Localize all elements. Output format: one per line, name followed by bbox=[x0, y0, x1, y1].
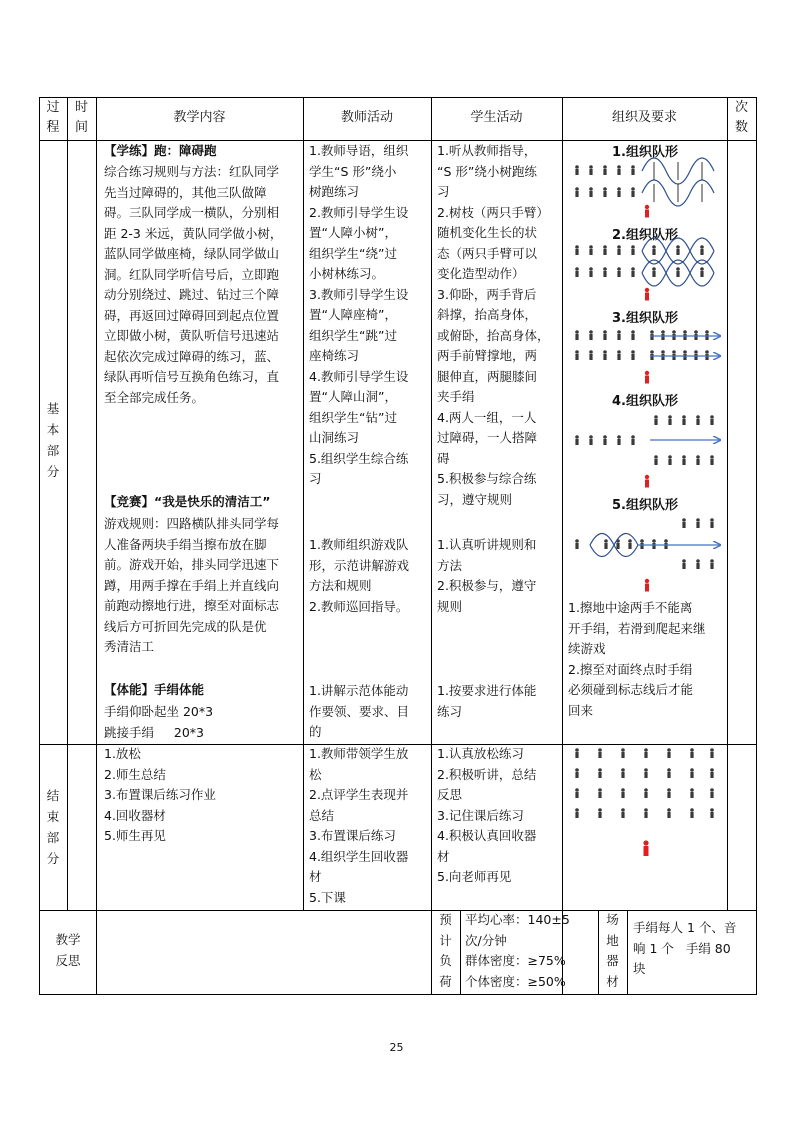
header-teacher: 教师活动 bbox=[340, 110, 393, 125]
page-number: 25 bbox=[389, 1041, 404, 1054]
student-activity-3: 1.按要求进行体能 练习 bbox=[437, 683, 537, 719]
teacher-activity-2: 1.教师组织游戏队 形，示范讲解游戏 方法和规则 2.教师巡回指导。 bbox=[309, 537, 410, 614]
end-student-activity: 1.认真放松练习 2.积极听讲，总结 反思 3.记住课后练习 4.积极认真回收器 材 5.向老师再见 bbox=[437, 746, 537, 884]
load-text: 平均心率：140±5 次/分钟 群体密度：≥75% 个体密度：≥50% bbox=[465, 912, 570, 989]
equipment-label: 场 地 器 材 bbox=[606, 912, 619, 989]
header-process: 过 程 bbox=[46, 100, 60, 135]
formation-3-diagram bbox=[575, 330, 720, 383]
formation-title-1: 1.组织队形 bbox=[612, 145, 678, 160]
section-label-end: 结 束 部 分 bbox=[46, 788, 60, 866]
load-label: 预 计 负 荷 bbox=[439, 912, 452, 989]
formation-diagrams bbox=[562, 140, 727, 600]
organization-requirements: 1.擦地中途两手不能离 开手绢，若滑到爬起来继 续游戏 2.擦至对面终点时手绢 必须碰到标志线后才能 回来 bbox=[568, 600, 706, 718]
content-section-title-1: 【学练】跑：障碍跑 bbox=[104, 143, 217, 158]
formation-1-diagram bbox=[575, 158, 714, 218]
teacher-activity-3: 1.讲解示范体能动 作要领、要求、目 的 bbox=[309, 683, 410, 739]
formation-title-4: 4.组织队形 bbox=[612, 394, 678, 409]
header-organization: 组织及要求 bbox=[611, 110, 677, 125]
student-activity-2: 1.认真听讲规则和 方法 2.积极参与，遵守 规则 bbox=[437, 537, 537, 614]
formation-title-3: 3.组织队形 bbox=[612, 311, 678, 326]
end-teacher-activity: 1.教师带领学生放 松 2.点评学生表现并 总结 3.布置课后练习 4.组织学生回收器 材 5.下课 bbox=[309, 746, 409, 905]
student-activity-1: 1.听从教师指导， “S 形”绕小树跑练 习 2.树枝（两只手臂） 随机变化生长的状 态（两只手臂可以 变化造型动作） 3.仰卧，两手背后 斜撑，抬高身体， 或俯卧，抬高身体， 两手前臂撑地，两 腿伸直，两腿膝间 夹手绢 4.两人一组，一人 过障碍，一人搭障 碍 5.积极参与综合练 习，遵守规则 bbox=[437, 143, 550, 507]
section-label-basic: 基 本 部 分 bbox=[46, 401, 60, 479]
header-count: 次 数 bbox=[734, 100, 748, 135]
content-section-title-3: 【体能】手绢体能 bbox=[104, 682, 205, 697]
header-student: 学生活动 bbox=[470, 110, 523, 125]
formation-5-diagram bbox=[575, 518, 720, 591]
header-time: 时 间 bbox=[74, 100, 88, 135]
section-label-reflection: 教学 反思 bbox=[55, 932, 81, 968]
content-section-title-2: 【竞赛】“我是快乐的清洁工” bbox=[104, 494, 271, 509]
content-section-text-1: 综合练习规则与方法：红队同学 先当过障碍的，其他三队做障 碍。三队同学成一横队，分别相 距 2-3 米远，黄队同学做小树， 蓝队同学做座椅，绿队同学做山 洞。红队同学听信号后，立即跑 动分别绕过、跳过、钻过三个障 碍，再返回过障碍回到起点位置 立即做小树，黄队听信号迅速站 起依次完成过障碍的练习，蓝、 绿队再听信号互换角色练习，直 至全部完成任务。 bbox=[104, 164, 283, 405]
end-content: 1.放松 2.师生总结 3.布置课后练习作业 4.回收器材 5.师生再见 bbox=[104, 746, 216, 843]
header-content: 教学内容 bbox=[173, 110, 226, 125]
equipment-text: 手绢每人 1 个、音 响 1 个 手绢 80 块 bbox=[633, 920, 737, 976]
formation-title-2: 2.组织队形 bbox=[612, 228, 678, 243]
formation-4-diagram bbox=[575, 415, 720, 487]
teacher-activity-1: 1.教师导语，组织 学生“S 形”绕小 树跑练习 2.教师引导学生设 置“人障小树”， 组织学生“绕”过 小树林练习。 3.教师引导学生设 置“人障座椅”， 组织学生“跳”过 座椅练习 4.教师引导学生设 置“人障山洞”， 组织学生“钻”过 山洞练习 5.组织学生综合练 习 bbox=[309, 143, 409, 486]
formation-title-5: 5.组织队形 bbox=[612, 498, 678, 513]
end-formation-diagram bbox=[562, 744, 727, 910]
content-section-text-3: 手绢仰卧起坐 20*3 跳接手绢 20*3 bbox=[104, 704, 214, 740]
content-section-text-2: 游戏规则：四路横队排头同学每 人准备两块手绢当擦布放在脚 前。游戏开始，排头同学迅速下 蹲，用两手撑在手绢上并直线向 前跑动擦地行进，擦至对面标志 线后方可折回先完成的队是优 秀清洁工 bbox=[104, 516, 280, 654]
formation-2-diagram bbox=[575, 238, 714, 301]
